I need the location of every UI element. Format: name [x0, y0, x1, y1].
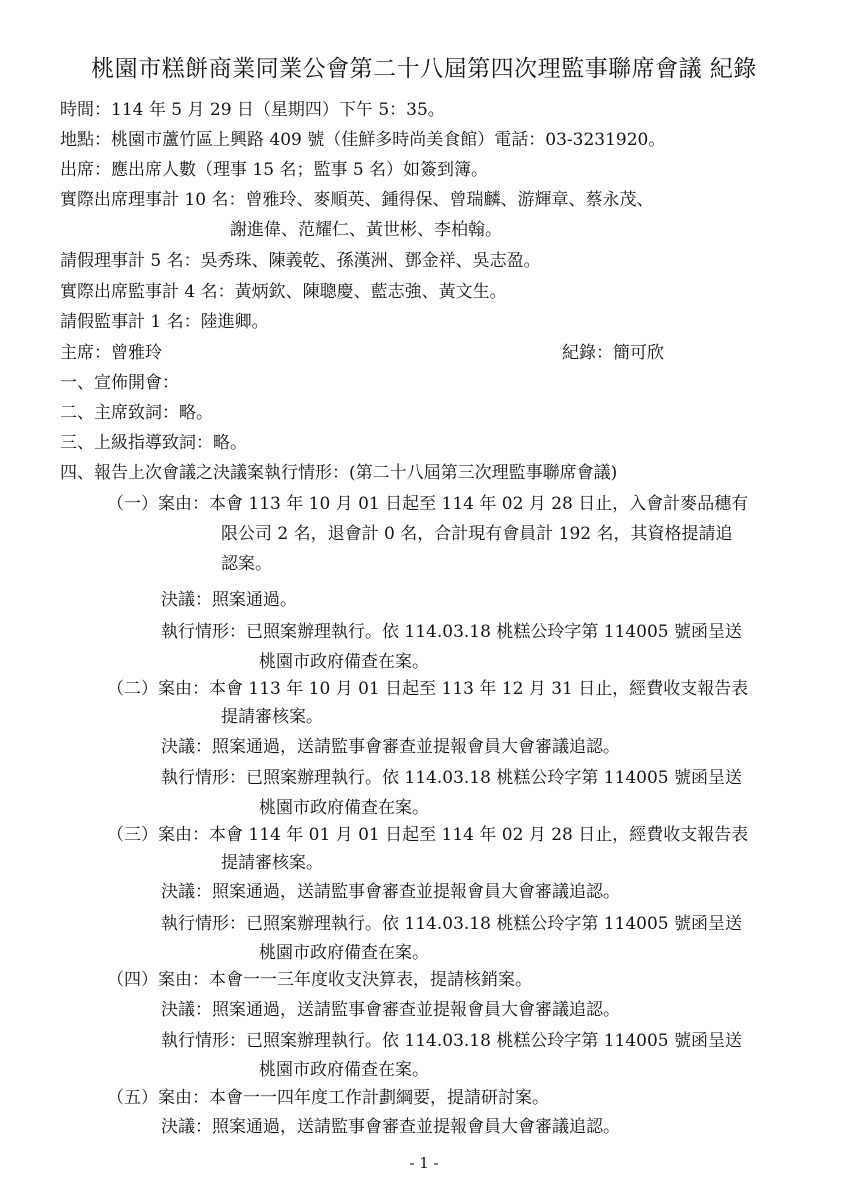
item-execution-line: 執行情形：已照案辦理執行。依 114.03.18 桃糕公玲字第 114005 號函呈送: [161, 914, 743, 934]
item-case-continued-line: 限公司 2 名，退會計 0 名，合計現有會員計 192 名，其資格提請追: [221, 524, 733, 544]
item-case-continued-line: 認案。: [221, 554, 272, 574]
section-heading: 一、宣佈開會：: [60, 373, 179, 393]
item-resolution-line: 決議：照案通過，送請監事會審查並提報會員大會審議追認。: [161, 882, 620, 902]
section-heading: 三、上級指導致詞：略。: [60, 433, 247, 453]
meeting-time-line: 時間：114 年 5 月 29 日（星期四）下午 5：35。: [60, 100, 445, 120]
page-number: - 1 -: [409, 1154, 439, 1172]
section-heading: 四、報告上次會議之決議案執行情形：(第二十八屆第三次理監事聯席會議): [60, 463, 618, 483]
item-case-continued-line: 提請審核案。: [221, 853, 323, 873]
item-execution-line: 執行情形：已照案辦理執行。依 114.03.18 桃糕公玲字第 114005 號函呈送: [161, 622, 743, 642]
page-title: 桃園市糕餅商業同業公會第二十八屆第四次理監事聯席會議 紀錄: [91, 56, 757, 82]
section-heading: 二、主席致詞：略。: [60, 403, 213, 423]
item-resolution-line: 決議：照案通過，送請監事會審查並提報會員大會審議追認。: [161, 1000, 620, 1020]
item-execution-line: 執行情形：已照案辦理執行。依 114.03.18 桃糕公玲字第 114005 號函呈送: [161, 1031, 743, 1051]
supervisors-present-line: 實際出席監事計 4 名：黃炳欽、陳聰慶、藍志強、黃文生。: [60, 282, 507, 302]
meeting-place-line: 地點：桃園市蘆竹區上興路 409 號（佳鮮多時尚美食館）電話：03-3231920。: [60, 130, 666, 150]
directors-present-line: 實際出席理事計 10 名：曾雅玲、麥順英、鍾得保、曾瑞麟、游輝章、蔡永茂、: [60, 190, 654, 210]
attendance-line: 出席：應出席人數（理事 15 名；監事 5 名）如簽到簿。: [60, 160, 489, 180]
item-execution-continued-line: 桃園市政府備查在案。: [259, 943, 429, 963]
item-execution-line: 執行情形：已照案辦理執行。依 114.03.18 桃糕公玲字第 114005 號函呈送: [161, 768, 743, 788]
item-case-line: （三）案由：本會 114 年 01 月 01 日起至 114 年 02 月 28 日止，經費收支報告表: [107, 825, 749, 845]
item-case-line: （一）案由：本會 113 年 10 月 01 日起至 114 年 02 月 28 日止，入會計麥品穗有: [107, 494, 749, 514]
chair-recorder-row: [60, 342, 790, 364]
directors-present-continued-line: 謝進偉、范耀仁、黃世彬、李柏翰。: [230, 220, 502, 240]
item-resolution-line: 決議：照案通過，送請監事會審查並提報會員大會審議追認。: [161, 1117, 620, 1137]
item-resolution-line: 決議：照案通過，送請監事會審查並提報會員大會審議追認。: [161, 737, 620, 757]
item-execution-continued-line: 桃園市政府備查在案。: [259, 798, 429, 818]
item-resolution-line: 決議：照案通過。: [161, 590, 297, 610]
supervisors-absent-line: 請假監事計 1 名：陸進卿。: [60, 312, 269, 332]
chair-name: 主席：曾雅玲: [60, 343, 162, 363]
directors-absent-line: 請假理事計 5 名：吳秀珠、陳義乾、孫漢洲、鄧金祥、吳志盈。: [60, 251, 541, 271]
item-case-line: （二）案由：本會 113 年 10 月 01 日起至 113 年 12 月 31 日止，經費收支報告表: [107, 679, 749, 699]
item-case-line: （四）案由：本會一一三年度收支決算表，提請核銷案。: [107, 970, 532, 990]
recorder-name: 紀錄：簡可欣: [562, 343, 664, 363]
item-case-continued-line: 提請審核案。: [221, 707, 323, 727]
item-execution-continued-line: 桃園市政府備查在案。: [259, 1060, 429, 1080]
item-execution-continued-line: 桃園市政府備查在案。: [259, 652, 429, 672]
item-case-line: （五）案由：本會一一四年度工作計劃綱要，提請研討案。: [107, 1088, 549, 1108]
